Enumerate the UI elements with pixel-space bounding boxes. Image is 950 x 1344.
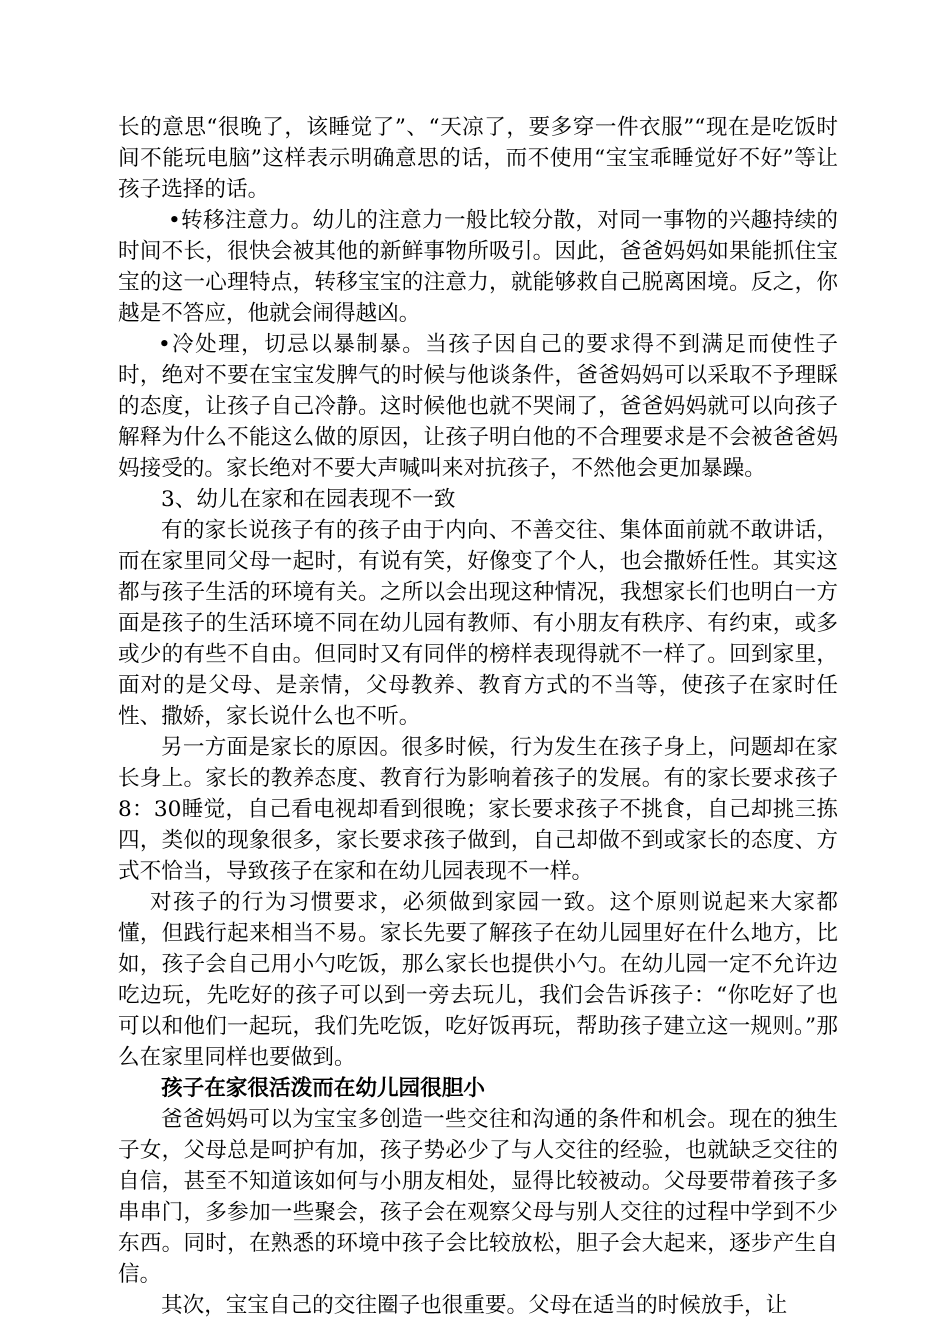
paragraph-bullet-cold-treatment: •冷处理，切忌以暴制暴。当孩子因自己的要求得不到满足而使性子时，绝对不要在宝宝发脾气的时候与他谈条件，爸爸妈妈可以采取不予理睬的态度，让孩子自己冷静。这时候他也就不哭闹了，爸爸妈妈就可以向孩子解释为什么不能这么做的原因，让孩子明白他的不合理要求是不会被爸爸妈妈接受的。家长绝对不要大声喊叫来对抗孩子，不然他会更加暴躁。	[118, 332, 838, 481]
document-page	[118, 112, 838, 1321]
paragraph-social-opportunities: 爸爸妈妈可以为宝宝多创造一些交往和沟通的条件和机会。现在的独生子女，父母总是呵护有加，孩子势必少了与人交往的经验，也就缺乏交往的自信，甚至不知道该如何与小朋友相处，显得比较被动。父母要带着孩子多串串门，多参加一些聚会，孩子会在观察父母与别人交往的过程中学到不少东西。同时，在熟悉的环境中孩子会比较放松，胆子会大起来，逐步产生自信。	[118, 1107, 838, 1287]
paragraph-social-circle: 其次，宝宝自己的交往圈子也很重要。父母在适当的时候放手，让	[161, 1293, 788, 1318]
paragraph-home-school-consistency: 对孩子的行为习惯要求，必须做到家园一致。这个原则说起来大家都懂，但践行起来相当不易。家长先要了解孩子在幼儿园里好在什么地方，比如，孩子会自己用小勺吃饭，那么家长也提供小勺。在幼儿园一定不允许边吃边玩，先吃好的孩子可以到一旁去玩儿，我们会告诉孩子：“你吃好了也可以和他们一起玩，我们先吃饭，吃好饭再玩，帮助孩子建立这一规则。”那么在家里同样也要做到。	[118, 890, 838, 1070]
section-heading-3: 3、幼儿在家和在园表现不一致	[161, 487, 456, 512]
paragraph-environment: 有的家长说孩子有的孩子由于内向、不善交往、集体面前就不敢讲话，而在家里同父母一起时，有说有笑，好像变了个人，也会撒娇任性。其实这都与孩子生活的环境有关。之所以会出现这种情况，我想家长们也明白一方面是孩子的生活环境不同在幼儿园有教师、有小朋友有秩序、有约束，或多或少的有些不自由。但同时又有同伴的榜样表现得就不一样了。回到家里，面对的是父母、是亲情，父母教养、教育方式的不当等，使孩子在家时任性、撒娇，家长说什么也不听。	[118, 518, 838, 729]
paragraph-parents-reason: 另一方面是家长的原因。很多时候，行为发生在孩子身上，问题却在家长身上。家长的教养态度、教育行为影响着孩子的发展。有的家长要求孩子8：30睡觉，自己看电视却看到很晚；家长要求孩子不挑食，自己却挑三拣四，类似的现象很多，家长要求孩子做到，自己却做不到或家长的态度、方式不恰当，导致孩子在家和在幼儿园表现不一样。	[118, 735, 838, 884]
paragraph-bullet-attention: •转移注意力。幼儿的注意力一般比较分散，对同一事物的兴趣持续的时间不长，很快会被其他的新鲜事物所吸引。因此，爸爸妈妈如果能抓住宝宝的这一心理特点，转移宝宝的注意力，就能够救自己脱离困境。反之，你越是不答应，他就会闹得越凶。	[118, 208, 838, 326]
bold-subheading: 孩子在家很活泼而在幼儿园很胆小	[161, 1076, 485, 1101]
paragraph-continuation: 长的意思“很晚了，该睡觉了”、“天凉了，要多穿一件衣服”“现在是吃饭时间不能玩电脑”这样表示明确意思的话，而不使用“宝宝乖睡觉好不好”等让孩子选择的话。	[118, 115, 838, 202]
